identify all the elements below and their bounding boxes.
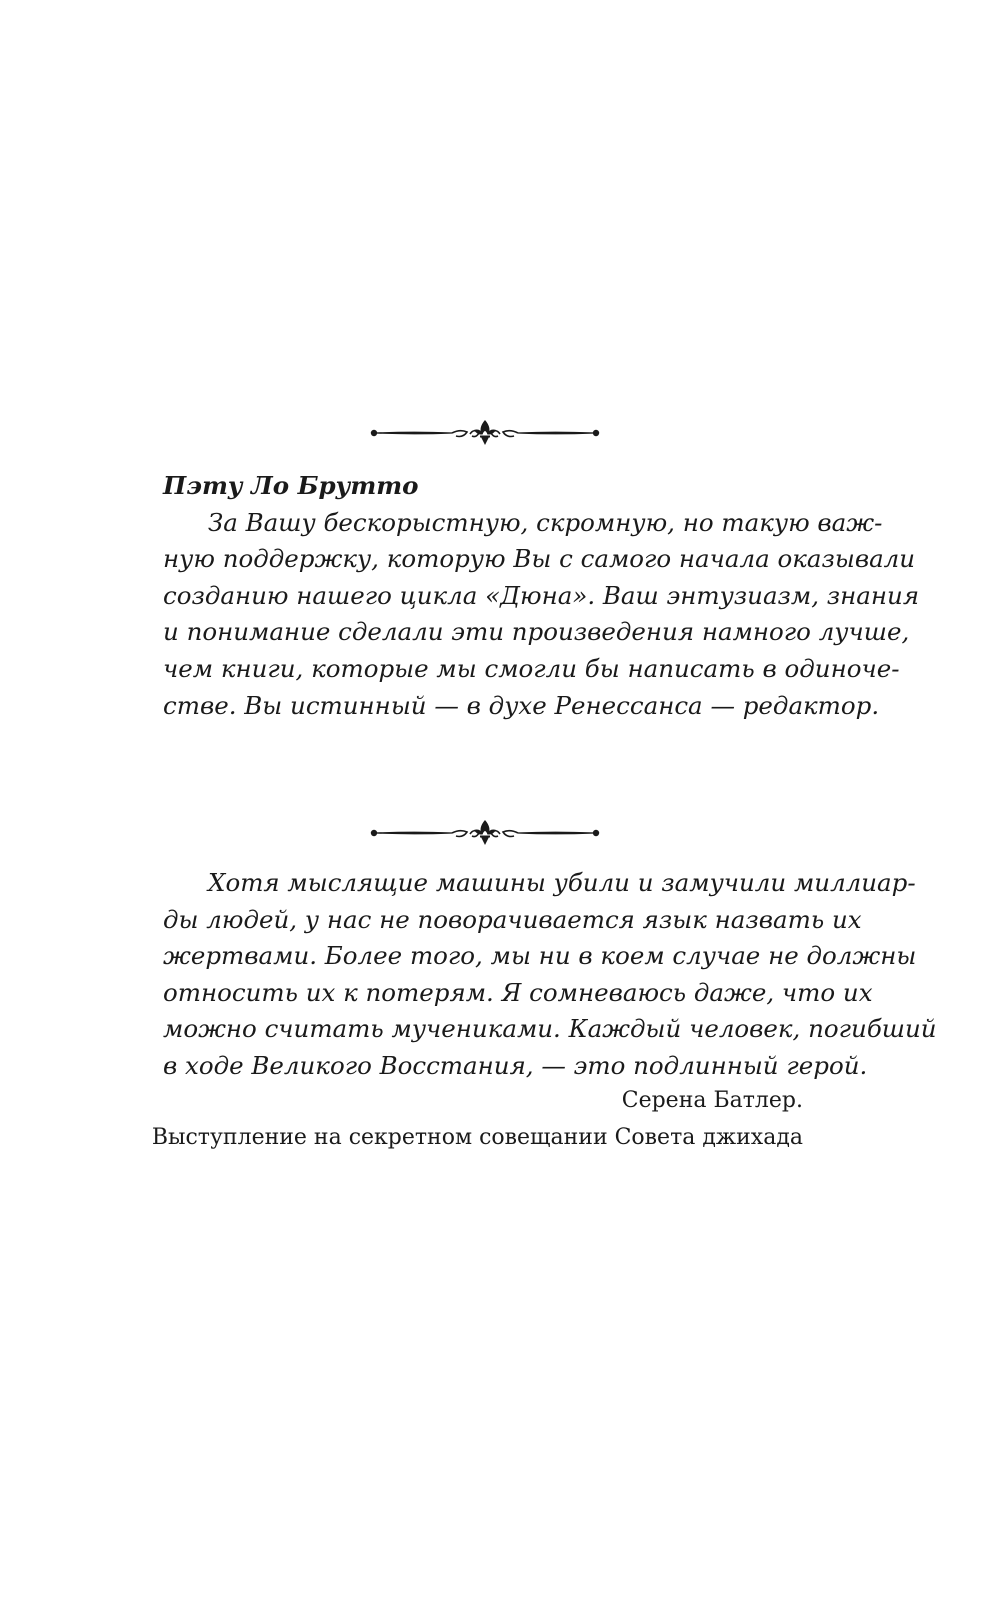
epigraph-line: Хотя мыслящие машины убили и замучили миллиар-: [208, 868, 916, 897]
dedication-line: За Вашу бескорыстную, скромную, но такую важ-: [208, 507, 883, 537]
dedication-line: созданию нашего цикла «Дюна». Ваш энтузиазм, знания: [163, 580, 920, 610]
dedication-line: ную поддержку, которую Вы с самого начала оказывали: [163, 544, 916, 574]
epigraph-line: относить их к потерям. Я сомневаюсь даже, что их: [163, 977, 873, 1007]
epigraph-source: Выступление на секретном совещании Совета джихада: [151, 1125, 803, 1150]
epigraph-line: в ходе Великого Восстания, — это подлинный герой.: [163, 1050, 868, 1080]
fleuron-divider-icon: [370, 418, 600, 448]
dedication-line: чем книги, которые мы смогли бы написать в одиноче-: [163, 653, 900, 683]
dedication-line: стве. Вы истинный — в духе Ренессанса — редактор.: [163, 690, 880, 720]
epigraph-line: можно считать мучениками. Каждый человек, погибший: [163, 1014, 937, 1044]
dedication-title: Пэту Ло Брутто: [163, 471, 419, 500]
fleuron-divider-icon: [370, 818, 600, 848]
epigraph-line: ды людей, у нас не поворачивается язык назвать их: [163, 904, 862, 934]
epigraph-line: жертвами. Более того, мы ни в коем случае не должны: [163, 941, 917, 971]
epigraph-author: Серена Батлер.: [621, 1088, 803, 1113]
dedication: [163, 468, 920, 724]
epigraph: [163, 865, 937, 1085]
dedication-line: и понимание сделали эти произведения намного лучше,: [163, 617, 910, 647]
